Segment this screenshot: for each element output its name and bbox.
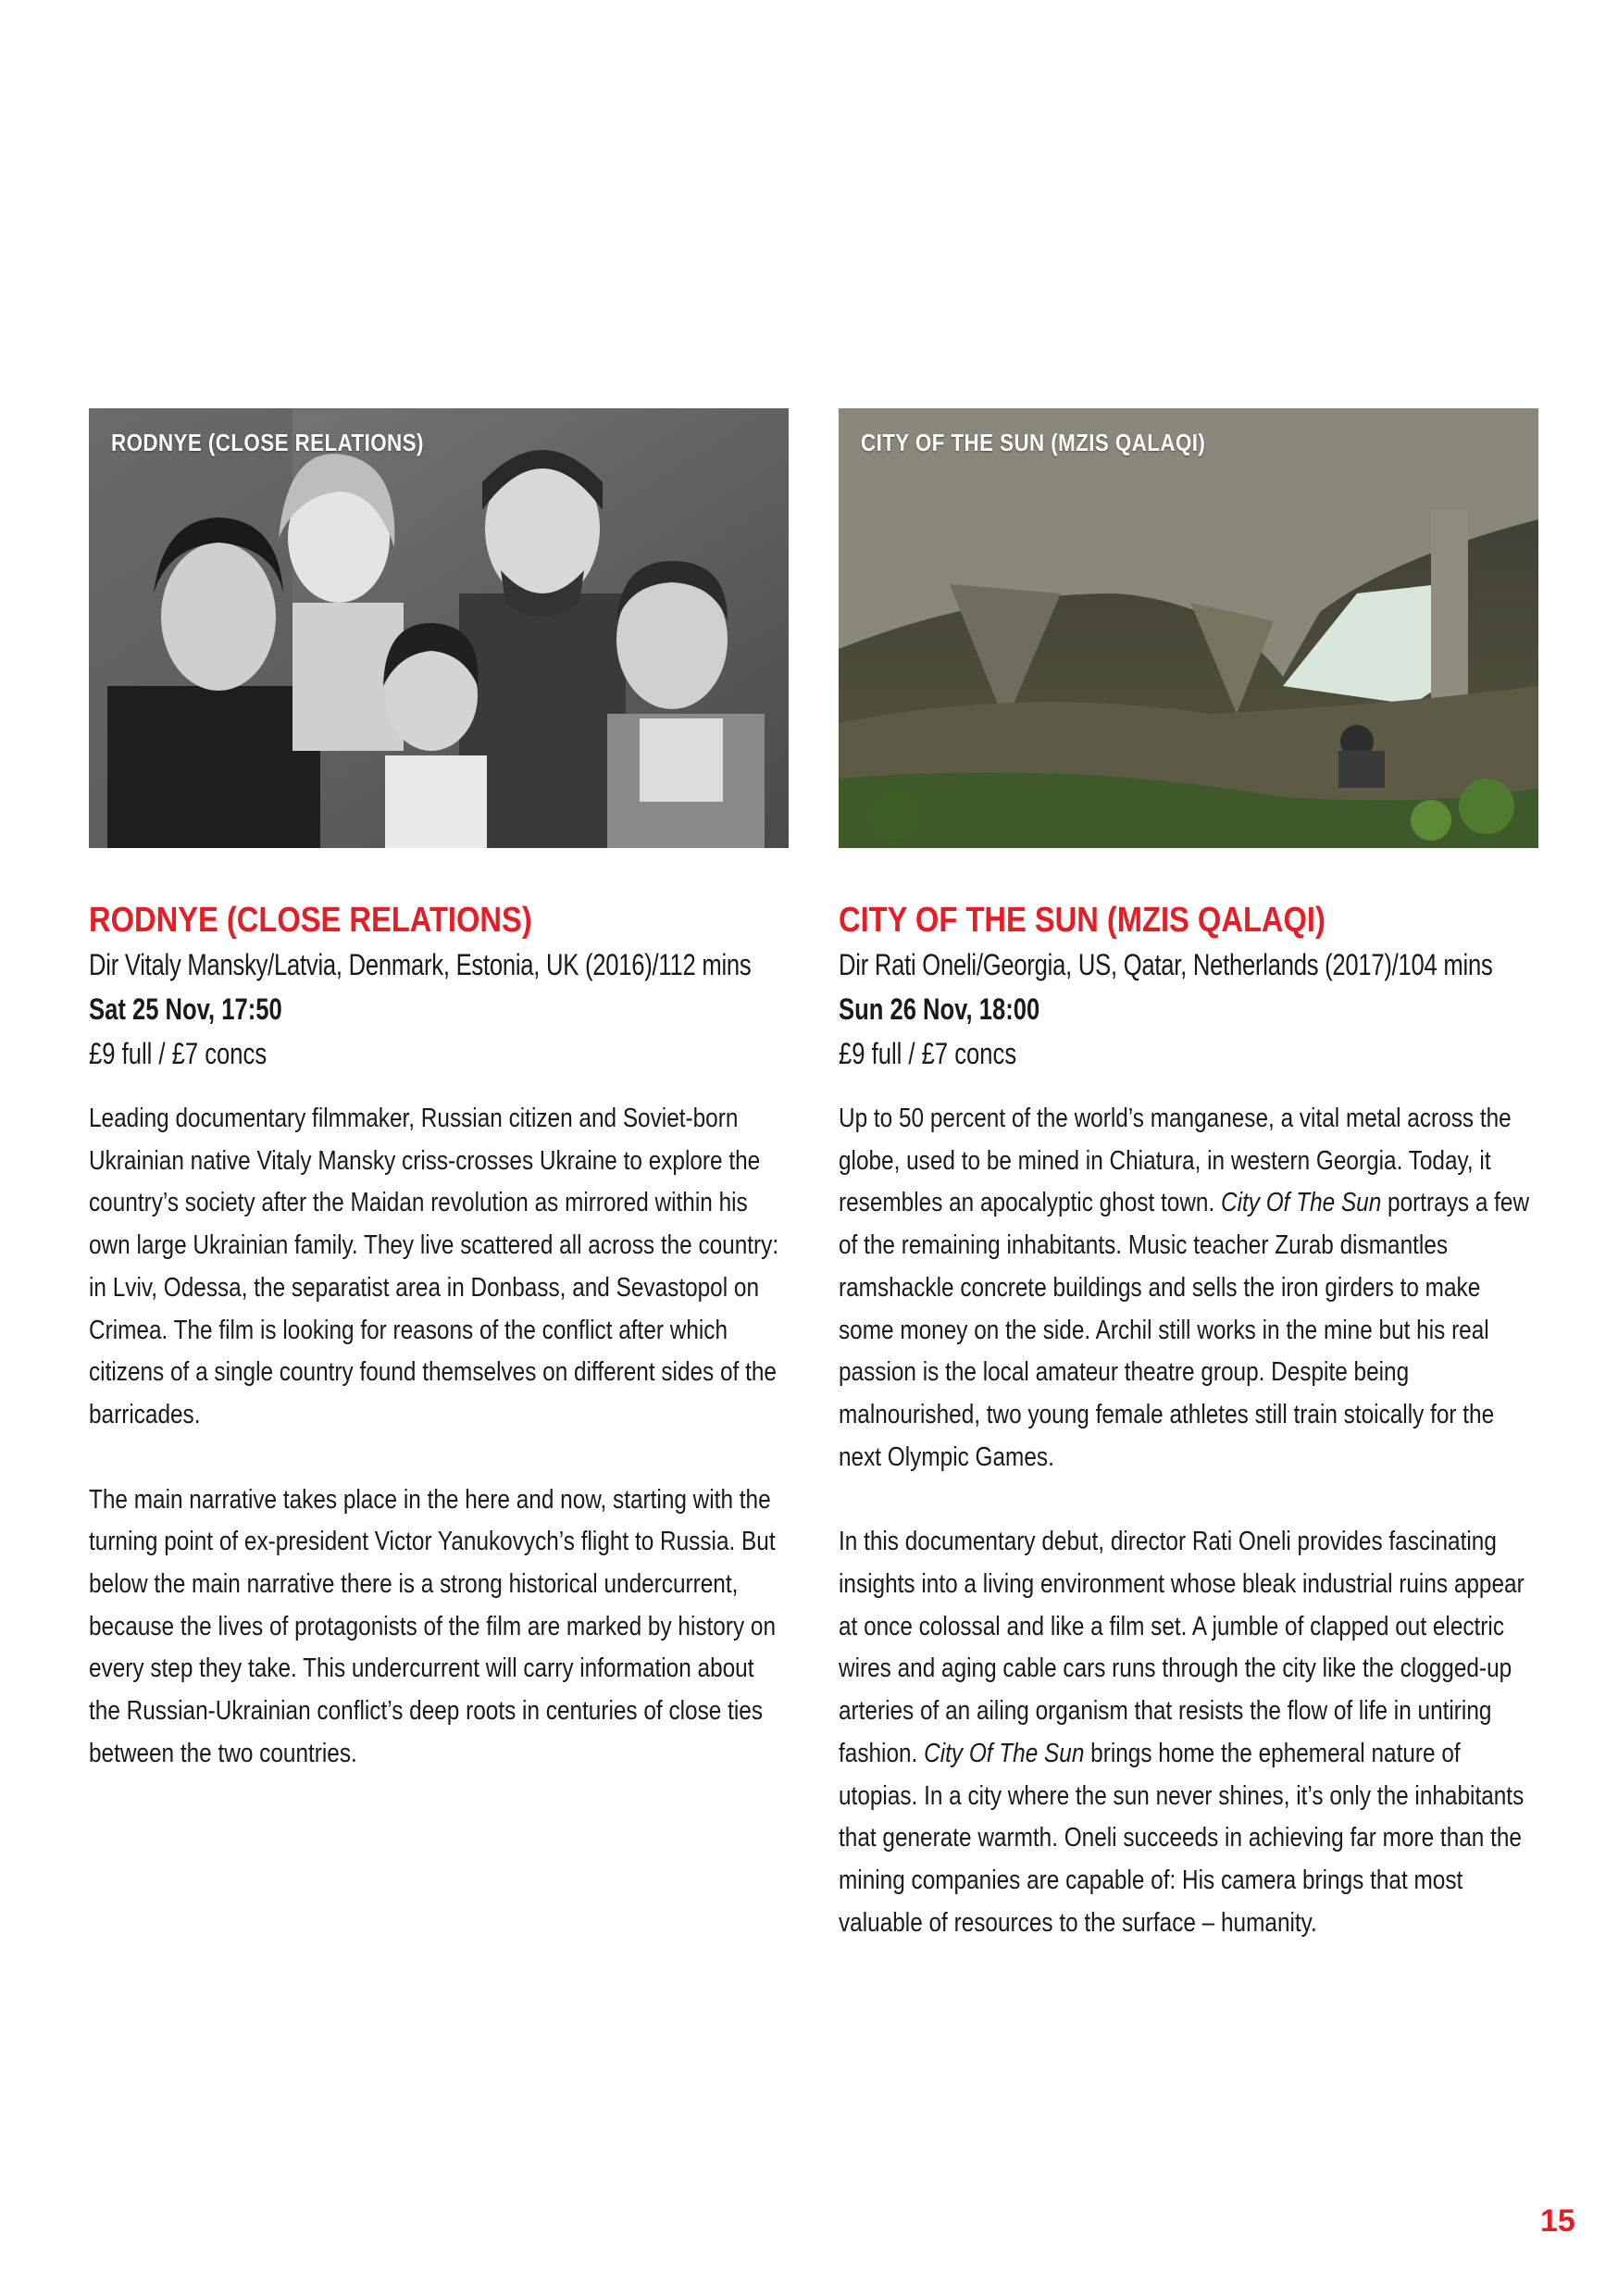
film-title-italic: City Of The Sun bbox=[1220, 1188, 1382, 1218]
ruins-landscape-photo bbox=[839, 408, 1538, 848]
synopsis bbox=[839, 1098, 1538, 1944]
page-number: 15 bbox=[1540, 2203, 1575, 2239]
director-line: Dir Vitaly Mansky/Latvia, Denmark, Estonia, UK (2016)/112 mins bbox=[89, 948, 752, 981]
screening-date: Sun 26 Nov, 18:00 bbox=[839, 992, 1040, 1026]
film-still-rodnye bbox=[89, 408, 789, 848]
ticket-price: £9 full / £7 concs bbox=[839, 1037, 1017, 1070]
film-title: CITY OF THE SUN (MZIS QALAQI) bbox=[839, 901, 1326, 940]
film-title-italic: City Of The Sun bbox=[924, 1738, 1085, 1768]
photo-caption: RODNYE (CLOSE RELATIONS) bbox=[111, 429, 424, 456]
synopsis-paragraph bbox=[839, 1521, 1538, 1944]
synopsis-paragraph bbox=[839, 1098, 1538, 1479]
screening-date: Sat 25 Nov, 17:50 bbox=[89, 992, 282, 1026]
synopsis-paragraph: The main narrative takes place in the here and now, starting with the turning point of ex-president Victor Yanukovych’s flight to Russia. But below the main narrative there is a strong historical undercurrent, because the lives of protagonists of the film are marked by history on every step they take. This undercurrent will carry information about the Russian-Ukrainian conflict’s deep roots in centuries of close ties between the two countries. bbox=[89, 1484, 777, 1768]
ticket-price: £9 full / £7 concs bbox=[89, 1037, 268, 1070]
text-run: brings home the ephemeral nature of utopias. In a city where the sun never shines, it’s only the inhabitants that generate warmth. Oneli succeeds in achieving far more than the mining companies are capable of: His camera brings that most valuable of resources to the surface – humanity. bbox=[839, 1738, 1525, 1938]
synopsis bbox=[89, 1098, 789, 1776]
text-run: Up to 50 percent of the world’s manganese, a vital metal across the globe, used to be mined in Chiatura, in western Georgia. Today, it resembles an apocalyptic ghost town. bbox=[839, 1104, 1512, 1218]
text-run: portrays a few of the remaining inhabitants. Music teacher Zurab dismantles ramshackle concrete buildings and sells the iron girders to make some money on the side. Archil still works in the mine but his real passion is the local amateur theatre group. Despite being malnourished, two young female athletes still train stoically for the next Olympic Games. bbox=[839, 1188, 1530, 1472]
photo-caption: CITY OF THE SUN (MZIS QALAQI) bbox=[861, 429, 1206, 456]
family-portrait-photo bbox=[89, 408, 789, 848]
film-title: RODNYE (CLOSE RELATIONS) bbox=[89, 901, 532, 940]
synopsis-paragraph: Leading documentary filmmaker, Russian citizen and Soviet-born Ukrainian native Vitaly Mansky criss-crosses Ukraine to explore the country’s society after the Maidan revolution as mirrored within his own large Ukrainian family. They live scattered all across the country: in Lviv, Odessa, the separatist area in Donbass, and Sevastopol on Crimea. The film is looking for reasons of the conflict after which citizens of a single country found themselves on different sides of the barricades. bbox=[89, 1104, 779, 1429]
film-still-city-of-the-sun bbox=[839, 408, 1538, 848]
director-line: Dir Rati Oneli/Georgia, US, Qatar, Netherlands (2017)/104 mins bbox=[839, 948, 1493, 981]
text-run: In this documentary debut, director Rati Oneli provides fascinating insights into a living environment whose bleak industrial ruins appear at once colossal and like a film set. A jumble of clapped out electric wires and aging cable cars runs through the city like the clogged-up arteries of an ailing organism that resists the flow of life in untiring fashion. bbox=[839, 1527, 1525, 1768]
film-card-rodnye bbox=[89, 408, 789, 1818]
film-card-city-of-the-sun bbox=[839, 408, 1538, 1987]
